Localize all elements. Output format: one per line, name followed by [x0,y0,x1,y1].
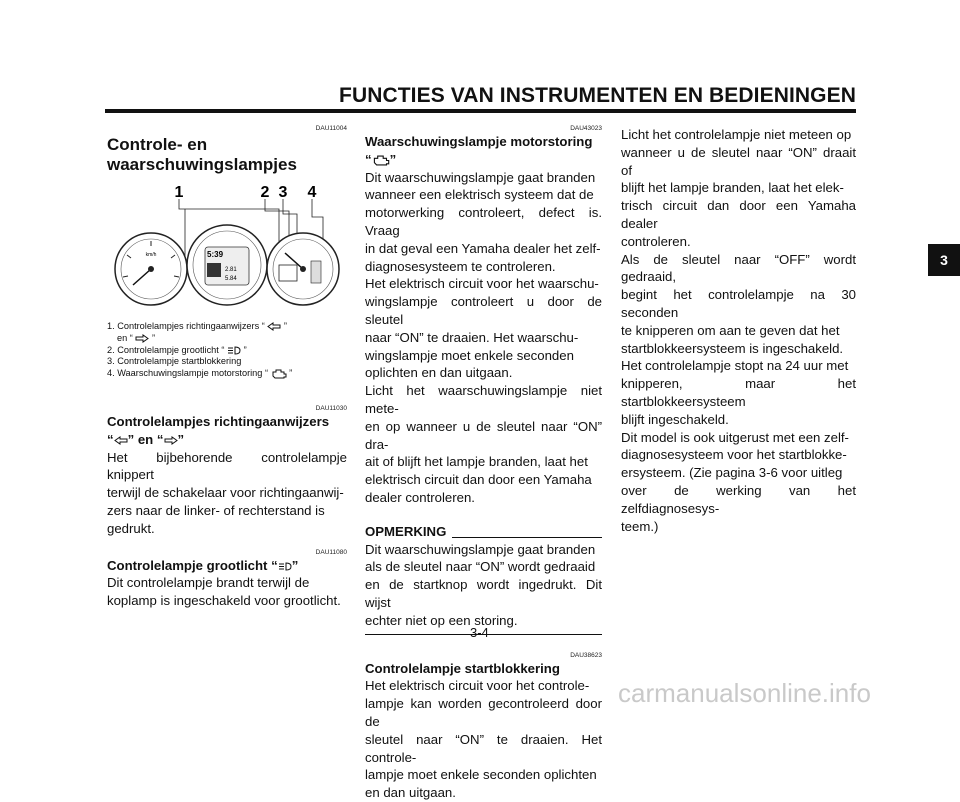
figure-label-4: 4 [307,184,317,201]
text-line: en dan uitgaan. [365,785,456,801]
caption-2-text: 2. Controlelampje grootlicht “ [107,344,225,355]
text-line: naar “ON” te draaien. Het waarschu- [365,329,579,345]
text-line: diagnosesysteem te controleren. [365,258,556,274]
caption-1-cont-close: ” [151,332,156,343]
ref-code: DAU11030 [315,404,347,412]
text-line: startblokkeersysteem is ingeschakeld. [621,340,844,356]
engine-icon [372,155,390,166]
text-line: trisch circuit dan door een Yamaha dealer [621,198,856,231]
col3-paragraph-2 [621,251,856,429]
ref-code: DAU11080 [315,548,347,556]
text-line: wingslampje moet enkele seconden [365,347,574,363]
col3-paragraph-3 [621,429,856,536]
text-line: te knipperen om aan te geven dat het [621,322,840,338]
turn-heading-close: ” [177,431,185,447]
text-line: lampje moet enkele seconden oplichten [365,767,597,783]
figure-label-1: 1 [174,184,184,201]
text-line: knipperen, maar het startblokkeersysteem [621,376,856,409]
text-line: dealer controleren. [365,489,475,505]
text-line: controleren. [621,233,691,249]
text-line: Het elektrisch circuit voor het controle- [365,678,590,694]
text-line: lampje kan worden gecontroleerd door de [365,696,602,729]
high-beam-icon [278,562,292,571]
text-line: Dit waarschuwingslampje gaat branden [365,169,596,185]
ref-code: DAU11004 [315,125,347,132]
text-line: echter niet op een storing. [365,612,518,628]
text-line: diagnosesysteem voor het startblokke- [621,447,847,463]
cluster-illustration [107,181,347,311]
chapter-tab[interactable]: 3 [928,244,960,276]
engine-paragraph-3 [365,382,602,507]
text-line: elektrisch circuit dan door een Yamaha [365,472,592,488]
caption-4 [107,368,347,380]
caption-1-text: 1. Controlelampjes richtingaanwijzers “ [107,321,265,331]
svg-text:km/h: km/h [145,252,157,258]
text-line: teem.) [621,518,659,534]
text-line: en de startknop wordt ingedrukt. Dit wijst [365,577,602,610]
svg-text:5:39: 5:39 [207,250,224,259]
column-1 [107,118,347,610]
header-rule [105,109,856,113]
engine-paragraph-2 [365,275,602,382]
caption-4-text: 4. Waarschuwingslampje motorstoring “ [107,368,269,379]
instrument-cluster-figure [107,181,347,311]
text-line: begint het controlelampje na 30 seconden [621,287,856,320]
turn-right-arrow-icon [135,334,149,343]
engine-warning-heading [365,133,602,169]
ref-code: DAU38623 [570,651,602,659]
text-line: oplichten en dan uitgaan. [365,365,513,381]
text-line: blijft ingeschakeld. [621,411,729,427]
high-beam-heading-close: ” [291,557,299,573]
turn-signal-paragraph [107,449,347,538]
caption-1 [107,321,347,333]
high-beam-heading [107,557,347,575]
column-2 [365,118,602,802]
turn-signal-heading-line-1: Controlelampjes richtingaanwijzers [107,413,330,429]
text-line: in dat geval een Yamaha dealer het zelf- [365,240,601,256]
note-header [365,523,602,541]
section-title-line-2: waarschuwingslampjes [107,155,297,174]
turn-signal-heading [107,413,347,449]
caption-1-cont [107,333,347,345]
caption-4-close: ” [289,368,293,379]
turn-left-arrow-icon [267,322,281,331]
figure-label-2: 2 [260,184,270,201]
col3-paragraph-1 [621,126,856,251]
text-line: ersysteem. (Zie pagina 3-6 voor uitleg [621,465,843,481]
text-line: blijft het lampje branden, laat het elek- [621,180,844,196]
engine-heading-close: ” [389,151,397,167]
text-line: gedrukt. [107,520,155,536]
text-line: sleutel naar “ON” te draaien. Het controle- [365,731,602,765]
caption-3: 3. Controlelampje startblokkering [107,356,242,367]
text-line: Dit controlelampje brandt terwijl de [107,575,310,591]
section-title [107,135,347,175]
text-line: Dit model is ook uitgerust met een zelf- [621,429,849,445]
svg-text:5.84: 5.84 [225,276,237,282]
engine-heading-open: “ [365,151,372,167]
text-line: ait of blijft het lampje branden, laat het [365,454,588,470]
text-line: wanneer een elektrisch systeem dat de [365,187,594,203]
engine-heading-line-1: Waarschuwingslampje motorstoring [365,134,593,149]
text-line: over de werking van het zelfdiagnosesys- [621,482,856,516]
ref-code: DAU43023 [570,125,602,132]
figure-label-3: 3 [278,184,288,201]
caption-2 [107,345,347,357]
turn-left-arrow-icon [114,436,128,445]
text-line: Als de sleutel naar “OFF” wordt gedraaid, [621,251,856,285]
high-beam-paragraph [107,574,347,610]
svg-text:2.81: 2.81 [225,267,237,273]
text-line: zers naar de linker- of rechterstand is [107,502,325,518]
text-line: wingslampje controleert u door de sleutel [365,294,602,327]
figure-captions [107,321,347,380]
immobilizer-paragraph [365,677,602,802]
high-beam-heading-text: Controlelampje grootlicht “ [107,557,278,573]
text-line: Het controlelampje stopt na 24 uur met [621,358,849,374]
turn-right-arrow-icon [164,436,178,445]
text-line: Licht het controlelampje niet meteen op [621,127,852,142]
page-header-title: FUNCTIES VAN INSTRUMENTEN EN BEDIENINGEN [339,84,856,107]
turn-heading-open: “ [107,431,114,447]
immobilizer-heading: Controlelampje startblokkering [365,660,560,676]
section-title-line-1: Controle- en [107,135,208,154]
turn-signal-heading-line-2 [107,431,347,449]
text-line: motorwerking controleert, defect is. Vraag [365,205,602,238]
text-line: als de sleutel naar “ON” wordt gedraaid [365,559,596,575]
caption-2-close: ” [243,344,247,355]
note-label: OPMERKING [365,523,447,539]
text-line: koplamp is ingeschakeld voor grootlicht. [107,593,341,609]
text-line: Het elektrisch circuit voor het waarschu- [365,276,599,292]
watermark[interactable]: carmanualsonline.info [618,678,871,708]
text-line: en op wanneer u de sleutel naar “ON” dra- [365,418,602,452]
engine-icon [271,369,287,379]
text-line: Het bijbehorende controlelampje knippert [107,449,347,483]
high-beam-icon [227,346,241,355]
note-text [365,541,602,630]
column-3 [621,126,856,535]
caption-1-cont-text: en “ [117,332,133,343]
text-line: Licht het waarschuwingslampje niet mete- [365,383,602,416]
turn-heading-mid: ” en “ [127,431,164,447]
page-number: 3-4 [470,625,489,640]
text-line: terwijl de schakelaar voor richtingaanwij- [107,485,344,501]
text-line: wanneer u de sleutel naar “ON” draait of [621,144,856,178]
note-rule [452,537,602,538]
text-line: Dit waarschuwingslampje gaat branden [365,541,596,557]
engine-paragraph-1 [365,169,602,276]
engine-heading-line-2 [365,151,602,169]
caption-1-close: ” [283,321,287,331]
